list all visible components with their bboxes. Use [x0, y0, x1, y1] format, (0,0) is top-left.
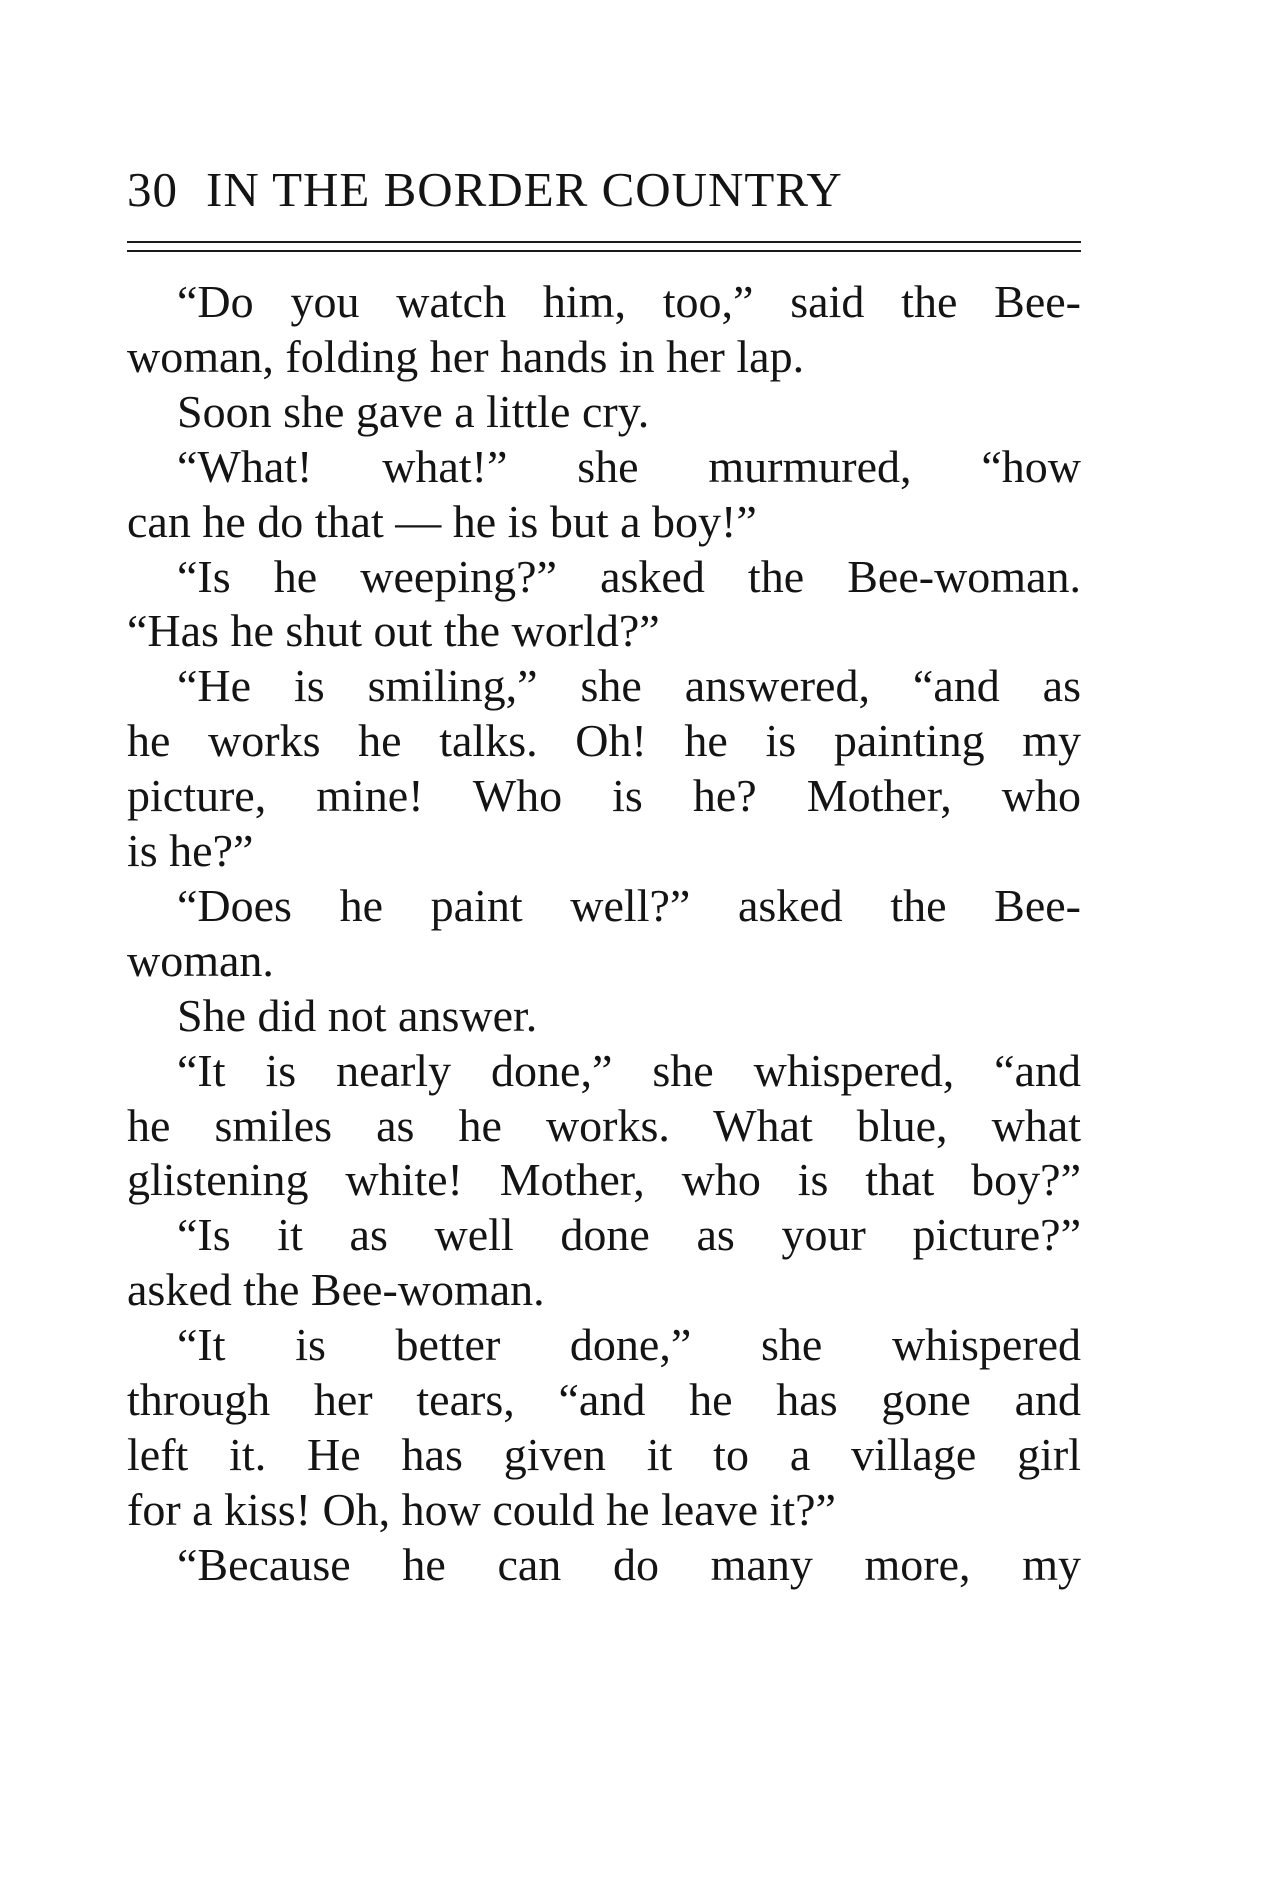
text-line: woman. — [127, 934, 274, 986]
text-line: is he?” — [127, 825, 254, 876]
text-line: can he do that — he is but a boy!” — [127, 495, 757, 547]
text-line: “Is it as well done as your picture?” — [177, 1209, 1081, 1261]
text-line: glistening white! Mother, who is that boy?” — [127, 1154, 1081, 1206]
text-line: picture, mine! Who is he? Mother, who — [127, 770, 1081, 822]
text-line: “Is he weeping?” asked the Bee-woman. — [177, 550, 1081, 602]
text-line: woman, folding her hands in her lap. — [127, 330, 805, 382]
text-line: “Because he can do many more, my — [177, 1538, 1081, 1590]
running-title: IN THE BORDER COUNTRY — [206, 162, 843, 217]
header-rule-bottom — [127, 250, 1081, 252]
header-rule-top — [127, 241, 1081, 243]
text-line: “He is smiling,” she answered, “and as — [177, 660, 1081, 712]
text-line: Soon she gave a little cry. — [177, 385, 650, 437]
running-head — [127, 160, 1081, 220]
text-line: “It is nearly done,” she whispered, “and — [177, 1044, 1081, 1096]
text-line: “It is better done,” she whispered — [177, 1319, 1081, 1371]
text-line: left it. He has given it to a village girl — [127, 1428, 1081, 1480]
text-line: for a kiss! Oh, how could he leave it?” — [127, 1483, 836, 1535]
text-line: through her tears, “and he has gone and — [127, 1374, 1081, 1425]
text-line: “Has he shut out the world?” — [127, 605, 660, 657]
text-line: “Does he paint well?” asked the Bee- — [177, 879, 1081, 931]
text-line: asked the Bee-woman. — [127, 1264, 545, 1316]
text-line: “Do you watch him, too,” said the Bee- — [177, 276, 1081, 327]
text-line: he smiles as he works. What blue, what — [127, 1099, 1081, 1151]
text-line: She did not answer. — [177, 989, 538, 1041]
page-number: 30 — [127, 162, 178, 217]
text-line: “What! what!” she murmured, “how — [177, 440, 1081, 492]
text-line: he works he talks. Oh! he is painting my — [127, 715, 1081, 767]
